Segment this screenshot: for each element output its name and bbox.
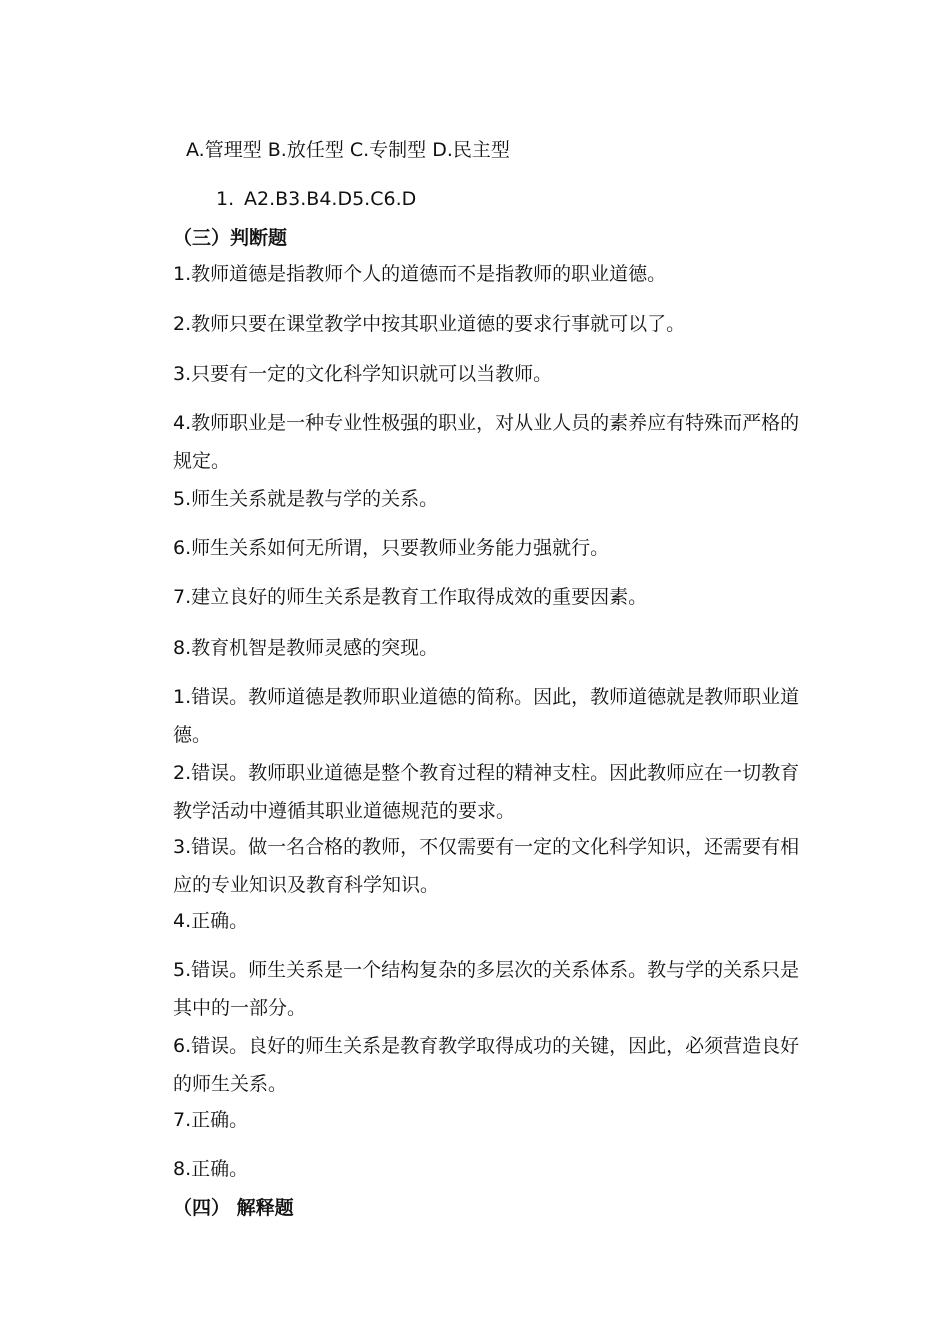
section-heading-true-false: （三）判断题 — [173, 227, 288, 249]
question-8: 8.教育机智是教师灵感的突现。 — [173, 637, 439, 659]
question-1: 1.教师道德是指教师个人的道德而不是指教师的职业道德。 — [173, 263, 667, 285]
answer-1: 1.错误。教师道德是教师职业道德的简称。因此，教师道德就是教师职业道德。 — [173, 686, 800, 746]
choice-answers — [216, 180, 856, 218]
answer-5: 5.错误。师生关系是一个结构复杂的多层次的关系体系。教与学的关系只是其中的一部分。 — [173, 959, 800, 1019]
answer-2: 2.错误。教师职业道德是整个教育过程的精神支柱。因此教师应在一切教育教学活动中遵循其职业道德规范的要求。 — [173, 762, 800, 822]
question-4: 4.教师职业是一种专业性极强的职业，对从业人员的素养应有特殊而严格的规定。 — [173, 412, 800, 472]
question-2: 2.教师只要在课堂教学中按其职业道德的要求行事就可以了。 — [173, 313, 686, 335]
answer-7: 7.正确。 — [173, 1109, 249, 1131]
question-6: 6.师生关系如何无所谓，只要教师业务能力强就行。 — [173, 537, 610, 559]
answer-6: 6.错误。良好的师生关系是教育教学取得成功的关键，因此，必须营造良好的师生关系。 — [173, 1035, 800, 1095]
choice-answers-number: 1. — [216, 188, 235, 210]
answer-3: 3.错误。做一名合格的教师，不仅需要有一定的文化科学知识，还需要有相应的专业知识及教育科学知识。 — [173, 836, 800, 896]
choice-options: A.管理型 B.放任型 C.专制型 D.民主型 — [186, 139, 510, 161]
question-3: 3.只要有一定的文化科学知识就可以当教师。 — [173, 363, 553, 385]
question-7: 7.建立良好的师生关系是教育工作取得成效的重要因素。 — [173, 586, 648, 608]
section-heading-explanation: （四） 解释题 — [173, 1197, 294, 1219]
question-5: 5.师生关系就是教与学的关系。 — [173, 488, 439, 510]
answer-4: 4.正确。 — [173, 910, 249, 932]
choice-answers-text: A2.B3.B4.D5.C6.D — [244, 188, 417, 210]
answer-8: 8.正确。 — [173, 1158, 249, 1180]
